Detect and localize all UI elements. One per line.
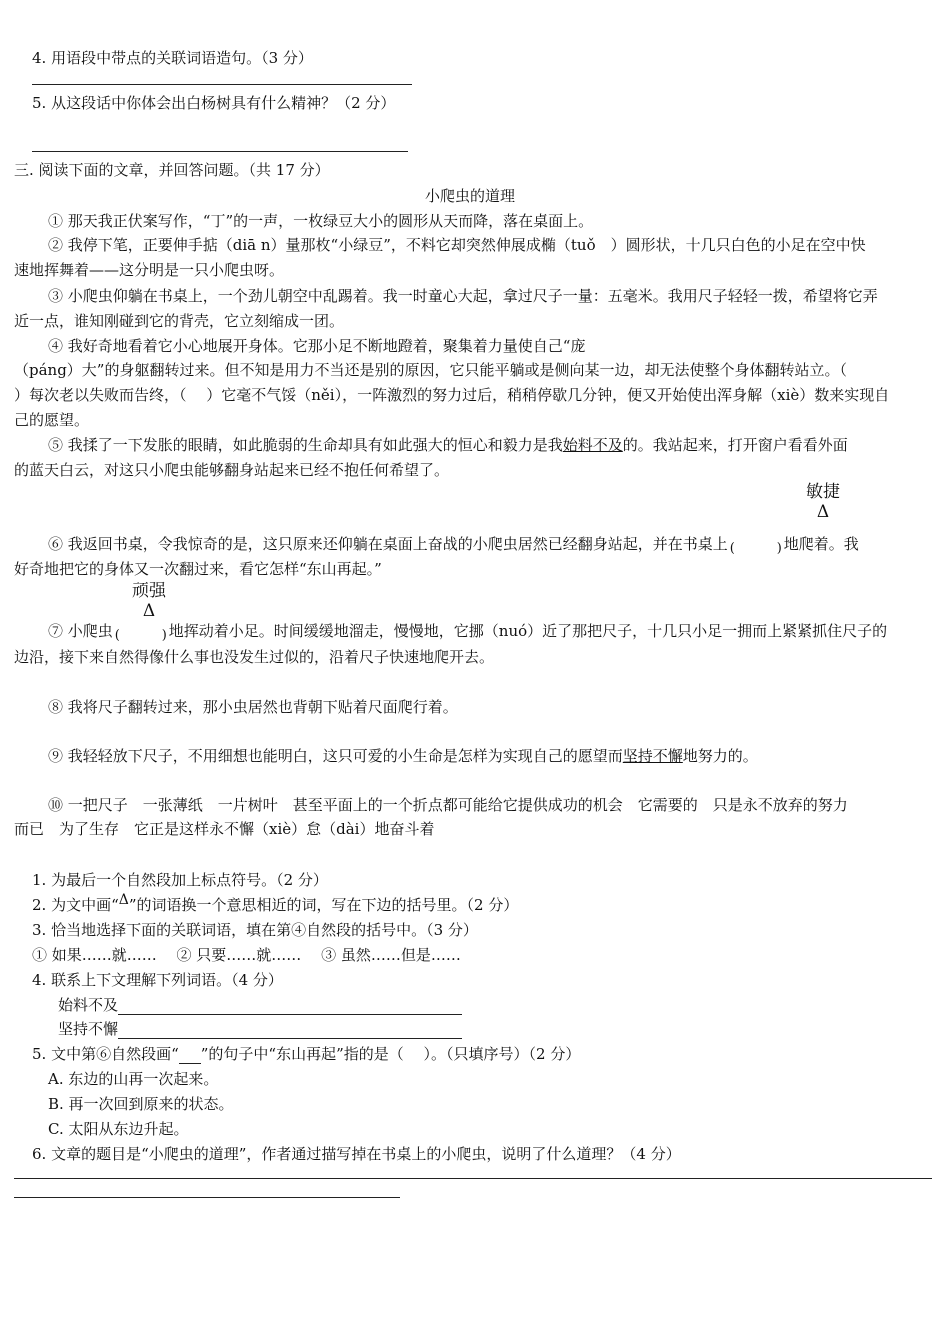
paragraph-5-text: 的。我站起来，打开窗户看看外面 <box>622 436 848 454</box>
answer-line <box>32 151 408 152</box>
paragraph-5-line-2: 的蓝天白云，对这只小爬虫能够翻身站起来已经不抱任何希望了。 <box>14 461 450 479</box>
paragraph-9 <box>48 746 758 766</box>
question-5 <box>32 1044 580 1064</box>
answer-line[interactable] <box>118 1022 462 1039</box>
paragraph-5-line-1 <box>48 435 848 455</box>
question-2-text: ”的词语换一个意思相近的词，写在下边的括号里。（2 分） <box>128 896 519 914</box>
word-label: 始料不及 <box>58 996 119 1014</box>
article-title: 小爬虫的道理 <box>425 187 516 205</box>
paragraph-6-line-1: ⑥ 我返回书桌，令我惊奇的是，这只原来还仰躺在桌面上奋战的小爬虫居然已经翻身站起，并在书桌上 ( ) 地爬着。我 <box>48 535 859 556</box>
annotation-minjie <box>800 482 846 522</box>
top-question-5: 5. 从这段话中你体会出白杨树具有什么精神？（2 分） <box>32 94 396 112</box>
question-4-word-1 <box>58 995 462 1015</box>
option-b: B. 再一次回到原来的状态。 <box>48 1095 234 1113</box>
paragraph-7-line-2: 边沿，接下来自然得像什么事也没发生过似的，沿着尺子快速地爬开去。 <box>14 648 495 666</box>
question-4-word-2 <box>58 1019 462 1039</box>
paragraph-4-line-2: （páng）大”的身躯翻转过来。但不知是用力不当还是别的原因，它只能平躺或是侧向某一边，却无法使整个身体翻转站立。（ <box>14 361 847 379</box>
question-5-text: ”的句子中“东山再起”指的是（ ）。（只填序号）（2 分） <box>200 1045 581 1063</box>
delta-mark: Δ <box>816 502 830 522</box>
delta-mark: Δ <box>142 601 156 621</box>
paragraph-9-text: ⑨ 我轻轻放下尺子，不用细想也能明白，这只可爱的小生命是怎样为实现自己的愿望而 <box>48 747 623 765</box>
paragraph-6-text: ⑥ 我返回书桌，令我惊奇的是，这只原来还仰躺在桌面上奋战的小爬虫居然已经翻身站起，并在书桌上 <box>48 535 728 553</box>
paragraph-8: ⑧ 我将尺子翻转过来，那小虫居然也背朝下贴着尺面爬行着。 <box>48 698 458 716</box>
paragraph-7-text: 地挥动着小足。时间缓缓地溜走，慢慢地，它挪（nuó）近了那把尺子，十几只小足一拥而上紧紧抓住尺子的 <box>168 622 888 640</box>
paragraph-4-line-4: 己的愿望。 <box>14 411 90 429</box>
paragraph-9-text: 地努力的。 <box>682 747 758 765</box>
paragraph-5-text: ⑤ 我揉了一下发胀的眼睛，如此脆弱的生命却具有如此强大的恒心和毅力是我 <box>48 436 563 454</box>
paragraph-4-line-3: ）每次老以失败而告终，（ ）它毫不气馁（něi），一阵激烈的努力过后，稍稍停歇几分钟，便又开始使出浑身解（xiè）数来实现自 <box>14 386 890 404</box>
paragraph-6-line-2: 好奇地把它的身体又一次翻过来，看它怎样“东山再起。” <box>14 560 382 578</box>
paragraph-10-line-2: 而已 为了生存 它正是这样永不懈（xiè）怠（dài）地奋斗着 <box>14 820 435 838</box>
answer-line <box>14 1197 400 1198</box>
paragraph-7-text: ⑦ 小爬虫 <box>48 622 113 640</box>
paragraph-7-line-1: ⑦ 小爬虫 ( ) 地挥动着小足。时间缓缓地溜走，慢慢地，它挪（nuó）近了那把尺子，十几只小足一拥而上紧紧抓住尺子的 <box>48 622 888 643</box>
paragraph-3-line-2: 近一点，谁知刚碰到它的背壳，它立刻缩成一团。 <box>14 312 345 330</box>
annotation-word: 顽强 <box>132 581 166 601</box>
annotation-wanqiang <box>126 581 172 621</box>
underlined-word-shiliaobuji: 始料不及 <box>562 436 623 454</box>
question-2-text: 2. 为文中画“ <box>32 896 119 914</box>
paragraph-6-text: 地爬着。我 <box>783 535 859 553</box>
answer-line <box>32 84 412 85</box>
question-3: 3. 恰当地选择下面的关联词语，填在第④自然段的括号中。（3 分） <box>32 921 478 939</box>
question-4: 4. 联系上下文理解下列词语。（4 分） <box>32 971 283 989</box>
top-question-4: 4. 用语段中带点的关联词语造句。（3 分） <box>32 49 313 67</box>
word-label: 坚持不懈 <box>58 1020 119 1038</box>
paragraph-1: ① 那天我正伏案写作，“丁”的一声，一枚绿豆大小的圆形从天而降，落在桌面上。 <box>48 212 594 230</box>
question-2 <box>32 892 519 916</box>
paragraph-3-line-1: ③ 小爬虫仰躺在书桌上，一个劲儿朝空中乱踢着。我一时童心大起，拿过尺子一量：五毫米。我用尺子轻轻一拨，希望将它弄 <box>48 287 878 305</box>
question-3-options: ① 如果……就…… ② 只要……就…… ③ 虽然……但是…… <box>32 946 461 964</box>
paragraph-2-line-1: ② 我停下笔，正要伸手掂（diā n）量那枚“小绿豆”，不料它却突然伸展成椭（tuǒ ）圆形状，十几只白色的小足在空中快 <box>48 236 866 254</box>
answer-line[interactable] <box>118 998 462 1015</box>
paragraph-4-line-1: ④ 我好奇地看着它小心地展开身体。它那小足不断地蹬着，聚集着力量使自己“庞 <box>48 337 586 355</box>
paragraph-10-line-1: ⑩ 一把尺子 一张薄纸 一片树叶 甚至平面上的一个折点都可能给它提供成功的机会 它需要的 只是永不放弃的努力 <box>48 796 848 814</box>
annotation-word: 敏捷 <box>806 482 840 502</box>
answer-line <box>14 1178 932 1179</box>
question-5-text: 5. 文中第⑥自然段画“ <box>32 1045 179 1063</box>
underline-mark <box>179 1049 201 1064</box>
underlined-word-jianchibuxie: 坚持不懈 <box>622 747 683 765</box>
question-1: 1. 为最后一个自然段加上标点符号。（2 分） <box>32 871 328 889</box>
delta-mark: Δ <box>118 892 129 908</box>
option-c: C. 太阳从东边升起。 <box>48 1120 189 1138</box>
option-a: A. 东边的山再一次起来。 <box>48 1070 219 1088</box>
question-6: 6. 文章的题目是“小爬虫的道理”，作者通过描写掉在书桌上的小爬虫，说明了什么道理？（4 分） <box>32 1145 681 1163</box>
paragraph-2-line-2: 速地挥舞着——这分明是一只小爬虫呀。 <box>14 261 285 279</box>
section-heading: 三. 阅读下面的文章，并回答问题。（共 17 分） <box>14 161 330 179</box>
